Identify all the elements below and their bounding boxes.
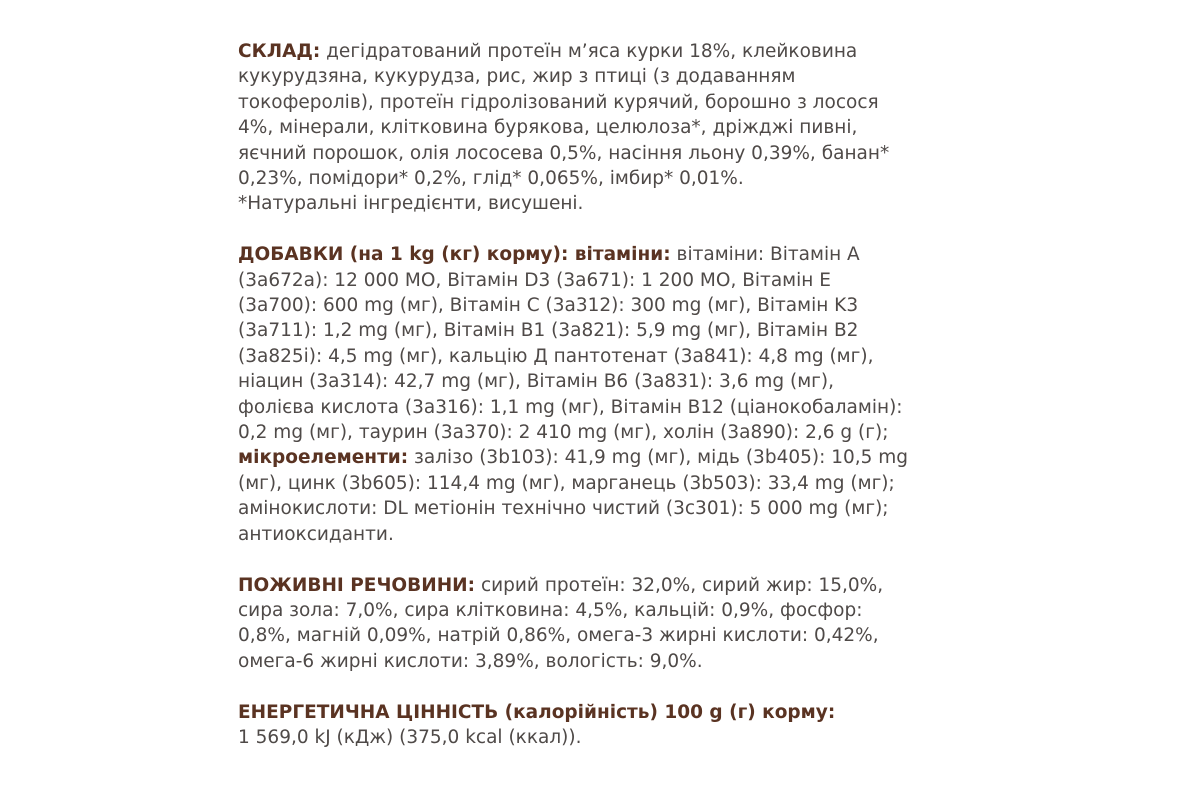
nutrients-line: сира зола: 7,0%, сира клітковина: 4,5%, кальцій: 0,9%, фосфор: [238, 599, 863, 621]
microelements-text: залізо (3b103): 41,9 mg (мг), мідь (3b405): 10,5 mg [408, 447, 909, 469]
composition-heading: СКЛАД: [238, 41, 321, 62]
energy-section [238, 700, 978, 751]
additives-line: амінокислоти: DL метіонін технічно чистий (3c301): 5 000 mg (мг); [238, 498, 889, 520]
composition-line: кукурудзяна, кукурудза, рис, жир з птиці (з додаванням [238, 66, 796, 88]
additives-line: (мг), цинк (3b605): 114,4 mg (мг), марганець (3b503): 33,4 mg (мг); [238, 472, 895, 494]
additives-line: ніацин (3a314): 42,7 mg (мг), Вітамін В6 (3a831): 3,6 mg (мг), [238, 371, 834, 393]
additives-line: (3a700): 600 mg (мг), Вітамін С (3a312): 300 mg (мг), Вітамін K3 [238, 295, 859, 317]
composition-text: дегідратований протеїн м’яса курки 18%, клейковина [320, 41, 858, 62]
additives-section [238, 242, 978, 547]
additives-heading: ДОБАВКИ (на 1 kg (кг) корму): [238, 244, 569, 266]
additives-line: 0,2 mg (мг), таурин (3a370): 2 410 mg (мг), холін (3a890): 2,6 g (г); [238, 422, 889, 444]
composition-line [238, 39, 978, 64]
composition-line: 0,23%, помідори* 0,2%, глід* 0,065%, імбир* 0,01%. [238, 168, 744, 190]
nutrients-section [238, 573, 978, 675]
additives-line: антиоксиданти. [238, 523, 394, 545]
composition-line: токоферолів), протеїн гідролізований курячий, борошно з лосося [238, 91, 879, 113]
ingredients-document [238, 39, 978, 750]
composition-line: яєчний порошок, олія лососева 0,5%, насіння льону 0,39%, банан* [238, 142, 890, 164]
composition-section [238, 39, 978, 217]
composition-footnote: *Натуральні інгредієнти, висушені. [238, 193, 584, 215]
additives-line: (3a825i): 4,5 mg (мг), кальцію Д пантотенат (3a841): 4,8 mg (мг), [238, 345, 874, 367]
nutrients-line [238, 573, 978, 598]
energy-value: 1 569,0 kJ (кДж) (375,0 kcal (ккал)). [238, 726, 582, 748]
additives-line [238, 445, 978, 470]
composition-line: 4%, мінерали, клітковина бурякова, целюлоза*, дріжджі пивні, [238, 117, 858, 139]
energy-heading-line [238, 700, 978, 725]
nutrients-heading: ПОЖИВНІ РЕЧОВИНИ: [238, 574, 476, 596]
additives-line [238, 242, 978, 267]
additives-line: фолієва кислота (3a316): 1,1 mg (мг), Вітамін В12 (ціанокобаламін): [238, 396, 903, 418]
additives-text: вітаміни: Вітамін А [670, 244, 860, 266]
additives-line: (3a711): 1,2 mg (мг), Вітамін В1 (3a821): 5,9 mg (мг), Вітамін В2 [238, 320, 859, 342]
additives-line: (3a672a): 12 000 МО, Вітамін D3 (3a671): 1 200 МО, Вітамін Е [238, 269, 831, 291]
microelements-label: мікроелементи: [238, 447, 409, 469]
nutrients-line: омега-6 жирні кислоти: 3,89%, вологість: 9,0%. [238, 650, 703, 672]
energy-heading: ЕНЕРГЕТИЧНА ЦІННІСТЬ (калорійність) 100 g (г) корму: [238, 701, 836, 723]
vitamins-label: вітаміни: [568, 244, 671, 266]
nutrients-text: сирий протеїн: 32,0%, сирий жир: 15,0%, [475, 574, 884, 596]
nutrients-line: 0,8%, магній 0,09%, натрій 0,86%, омега-3 жирні кислоти: 0,42%, [238, 625, 879, 647]
